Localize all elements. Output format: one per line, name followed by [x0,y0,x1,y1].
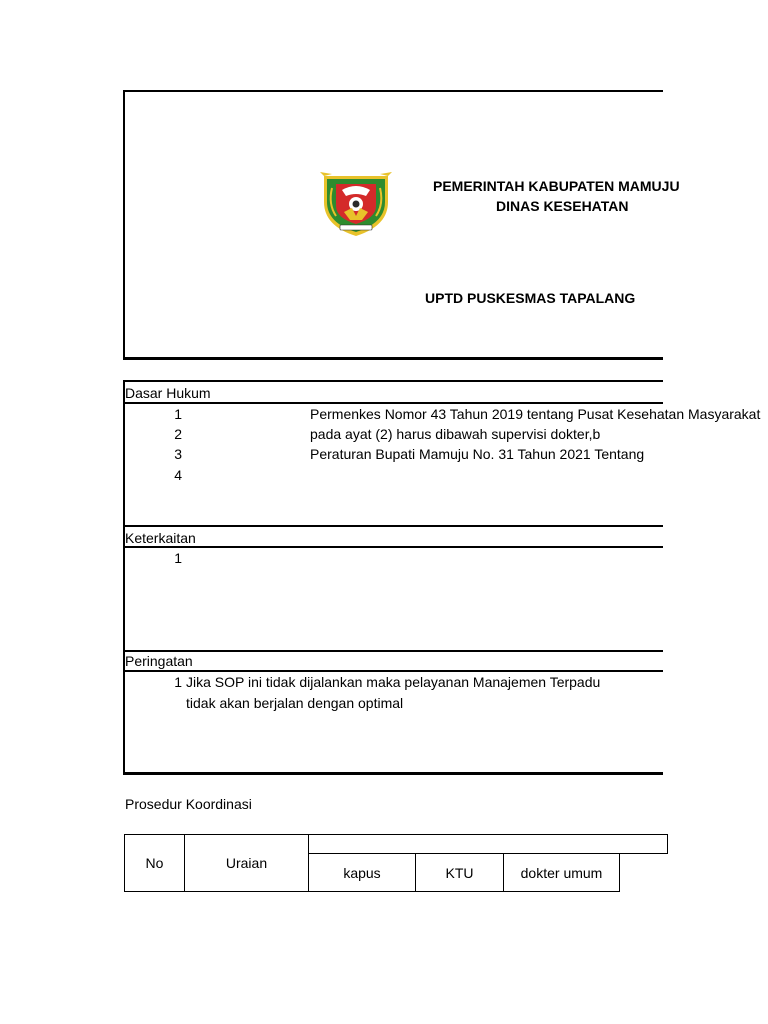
header-government-title: PEMERINTAH KABUPATEN MAMUJU [433,178,680,194]
dasar-hukum-item-text: pada ayat (2) harus dibawah supervisi dokter,b [310,426,601,442]
dasar-hukum-item-text: Permenkes Nomor 43 Tahun 2019 tentang Pusat Kesehatan Masyarakat [310,406,761,422]
list-number: 1 [174,674,182,690]
list-number: 4 [174,467,182,483]
peringatan-divider [123,670,663,672]
peringatan-heading: Peringatan [125,653,193,669]
table-header-dokter-umum [503,853,620,892]
header-puskesmas-title: UPTD PUSKESMAS TAPALANG [425,290,636,306]
list-number: 3 [174,446,182,462]
table-header-ktu-label: KTU [445,864,474,881]
peringatan-text: Jika SOP ini tidak dijalankan maka pelayanan Manajemen Terpadu [186,674,601,690]
table-header-ktu [415,853,504,892]
list-number: 1 [174,550,182,566]
header-department-title: DINAS KESEHATAN [496,198,629,214]
dasar-hukum-heading: Dasar Hukum [125,385,211,401]
sections-left-border [123,380,125,775]
regency-emblem-icon [318,168,394,238]
peringatan-text-continued: tidak akan berjalan dengan optimal [186,695,404,711]
dasar-hukum-item-text: Peraturan Bupati Mamuju No. 31 Tahun 2021 Tentang [310,446,645,462]
table-header-uraian-label: Uraian [225,855,268,871]
sections-bottom-border [123,772,663,775]
table-header-kapus [308,853,416,892]
table-header-pelaksana-group [308,834,668,854]
keterkaitan-divider [123,546,663,548]
dasar-hukum-divider [123,402,663,404]
peringatan-top-border [123,650,663,652]
keterkaitan-top-border [123,525,663,527]
prosedur-heading: Prosedur Koordinasi [125,796,252,812]
table-header-uraian [184,834,309,892]
list-number: 1 [174,406,182,422]
table-header-no-label: No [145,855,164,871]
table-header-kapus-label: kapus [343,864,381,881]
section-top-border [123,380,663,382]
keterkaitan-heading: Keterkaitan [125,530,196,546]
list-number: 2 [174,426,182,442]
table-header-dokter-umum-label: dokter umum [520,864,603,881]
table-header-no [124,834,185,892]
